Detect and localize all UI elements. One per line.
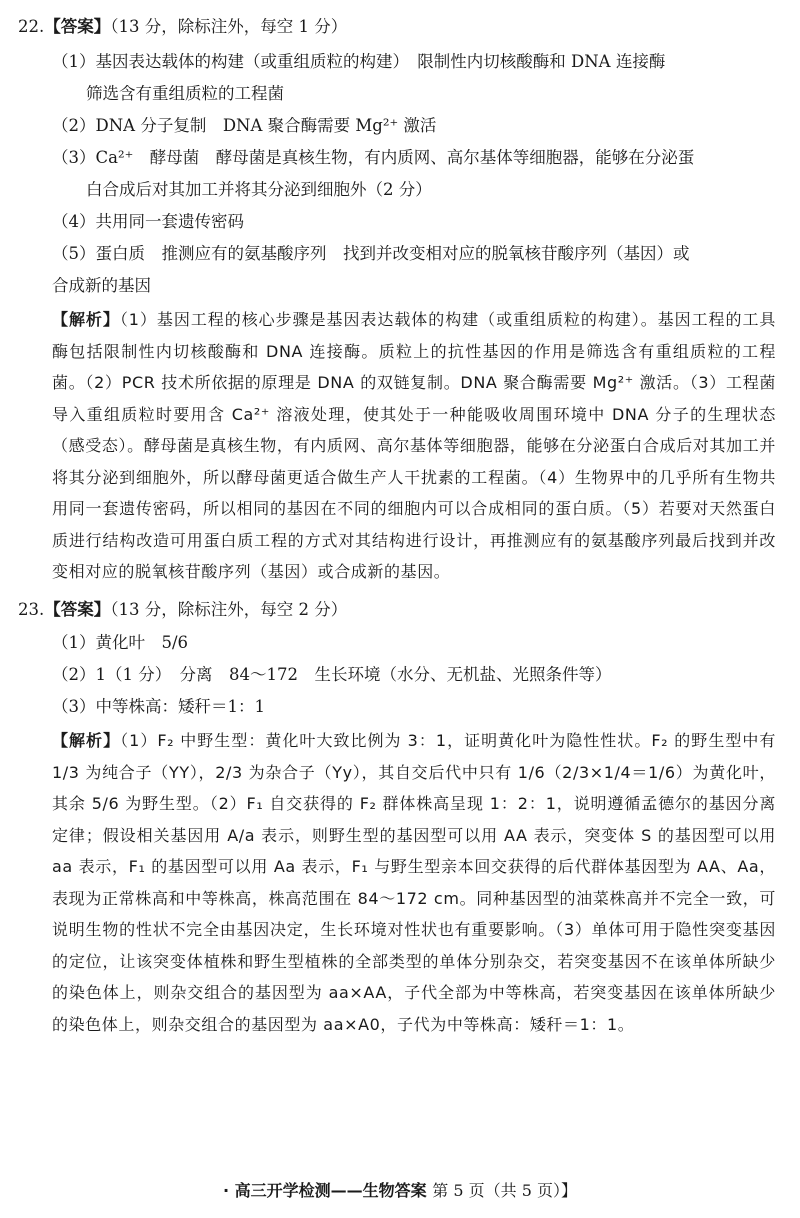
q23-item-1 [18, 627, 776, 659]
q22-analysis [18, 304, 776, 588]
q22-item-4 [18, 206, 776, 238]
q23-number: 23. [18, 600, 45, 619]
q23-analysis [18, 725, 776, 1040]
question-23 [18, 597, 776, 1040]
q23-item-1-line1: （1）黄化叶 5/6 [52, 633, 189, 652]
q22-header [18, 14, 776, 40]
q22-item-3-line1: （3）Ca²⁺ 酵母菌 酵母菌是真核生物，有内质网、高尔基体等细胞器，能够在分泌蛋 [52, 148, 695, 167]
q23-analysis-label: 【解析】 [52, 731, 121, 750]
q23-item-3-line1: （3）中等株高：矮秆＝1：1 [52, 697, 265, 716]
q22-item-1 [18, 46, 776, 110]
q22-item-2-line1: （2）DNA 分子复制 DNA 聚合酶需要 Mg²⁺ 激活 [52, 116, 437, 135]
q23-header [18, 597, 776, 623]
question-22 [18, 14, 776, 588]
q23-item-3 [18, 691, 776, 723]
q23-answer-label: 【答案】 [44, 600, 111, 619]
q22-item-3-line2: 白合成后对其加工并将其分泌到细胞外（2 分） [86, 180, 432, 199]
q22-item-1-line2: 筛选含有重组质粒的工程菌 [86, 84, 284, 103]
footer-title: · 高三开学检测——生物答案 [223, 1181, 427, 1200]
q22-item-5 [18, 238, 776, 302]
q23-item-2 [18, 659, 776, 691]
q22-item-4-line1: （4）共用同一套遗传密码 [52, 212, 244, 231]
q23-scoring: （13 分，除标注外，每空 2 分） [110, 600, 348, 619]
q22-number: 22. [18, 17, 45, 36]
q22-scoring: （13 分，除标注外，每空 1 分） [110, 17, 348, 36]
q22-item-5-line1: （5）蛋白质 推测应有的氨基酸序列 找到并改变相对应的脱氧核苷酸序列（基因）或 [52, 244, 690, 263]
q22-item-3 [18, 142, 776, 206]
q22-analysis-text: （1）基因工程的核心步骤是基因表达载体的构建（或重组质粒的构建）。基因工程的工具酶包括限制性内切核酸酶和 DNA 连接酶。质粒上的抗性基因的作用是筛选含有重组质粒的工程菌。（2）PCR 技术所依据的原理是 DNA 的双链复制。DNA 聚合酶需要 Mg²⁺ 激活。（3）工程菌导入重组质粒时要用含 Ca²⁺ 溶液处理，使其处于一种能吸收周围环境中 DNA 分子的生理状态（感受态）。酵母菌是真核生物，有内质网、高尔基体等细胞器，能够在分泌蛋白合成后对其加工并将其分泌到细胞外，所以酵母菌更适合做生产人干扰素的工程菌。（4）生物界中的几乎所有生物共用同一套遗传密码，所以相同的基因在不同的细胞内可以合成相同的蛋白质。（5）若要对天然蛋白质进行结构改造可用蛋白质工程的方式对其结构进行设计，再推测应有的氨基酸序列最后找到并改变相对应的脱氧核苷酸序列（基因）或合成新的基因。 [52, 310, 776, 581]
footer-page-number: 第 5 页（共 5 页）】 [432, 1181, 577, 1200]
q22-item-1-line1: （1）基因表达载体的构建（或重组质粒的构建） 限制性内切核酸酶和 DNA 连接酶 [52, 52, 666, 71]
q22-analysis-label: 【解析】 [52, 310, 120, 329]
q23-item-2-line1: （2）1（1 分） 分离 84～172 生长环境（水分、无机盐、光照条件等） [52, 665, 612, 684]
q22-item-5-line2: 合成新的基因 [52, 276, 151, 295]
q22-answer-label: 【答案】 [44, 17, 111, 36]
q23-analysis-text: （1）F₂ 中野生型：黄化叶大致比例为 3：1，证明黄化叶为隐性性状。F₂ 的野生型中有 1/3 为纯合子（YY），2/3 为杂合子（Yy），其自交后代中只有 1/6（2/3×1/4＝1/6）为黄化叶，其余 5/6 为野生型。（2）F₁ 自交获得的 F₂ 群体株高呈现 1：2：1，说明遵循孟德尔的基因分离定律；假设相关基因用 A/a 表示，则野生型的基因型可以用 AA 表示，突变体 S 的基因型可以用 aa 表示，F₁ 的基因型可以用 Aa 表示，F₁ 与野生型亲本回交获得的后代群体基因型为 AA、Aa，表现为正常株高和中等株高，株高范围在 84～172 cm。同种基因型的油菜株高并不完全一致，可说明生物的性状不完全由基因决定，生长环境对性状也有重要影响。（3）单体可用于隐性突变基因的定位，让该突变体植株和野生型植株的全部类型的单体分别杂交，若突变基因不在该单体所缺少的染色体上，则杂交组合的基因型为 aa×AA，子代全部为中等株高，若突变基因在该单体所缺少的染色体上，则杂交组合的基因型为 aa×A0，子代为中等株高：矮秆＝1：1。 [52, 731, 776, 1034]
q22-item-2 [18, 110, 776, 142]
page-footer [0, 1178, 800, 1201]
